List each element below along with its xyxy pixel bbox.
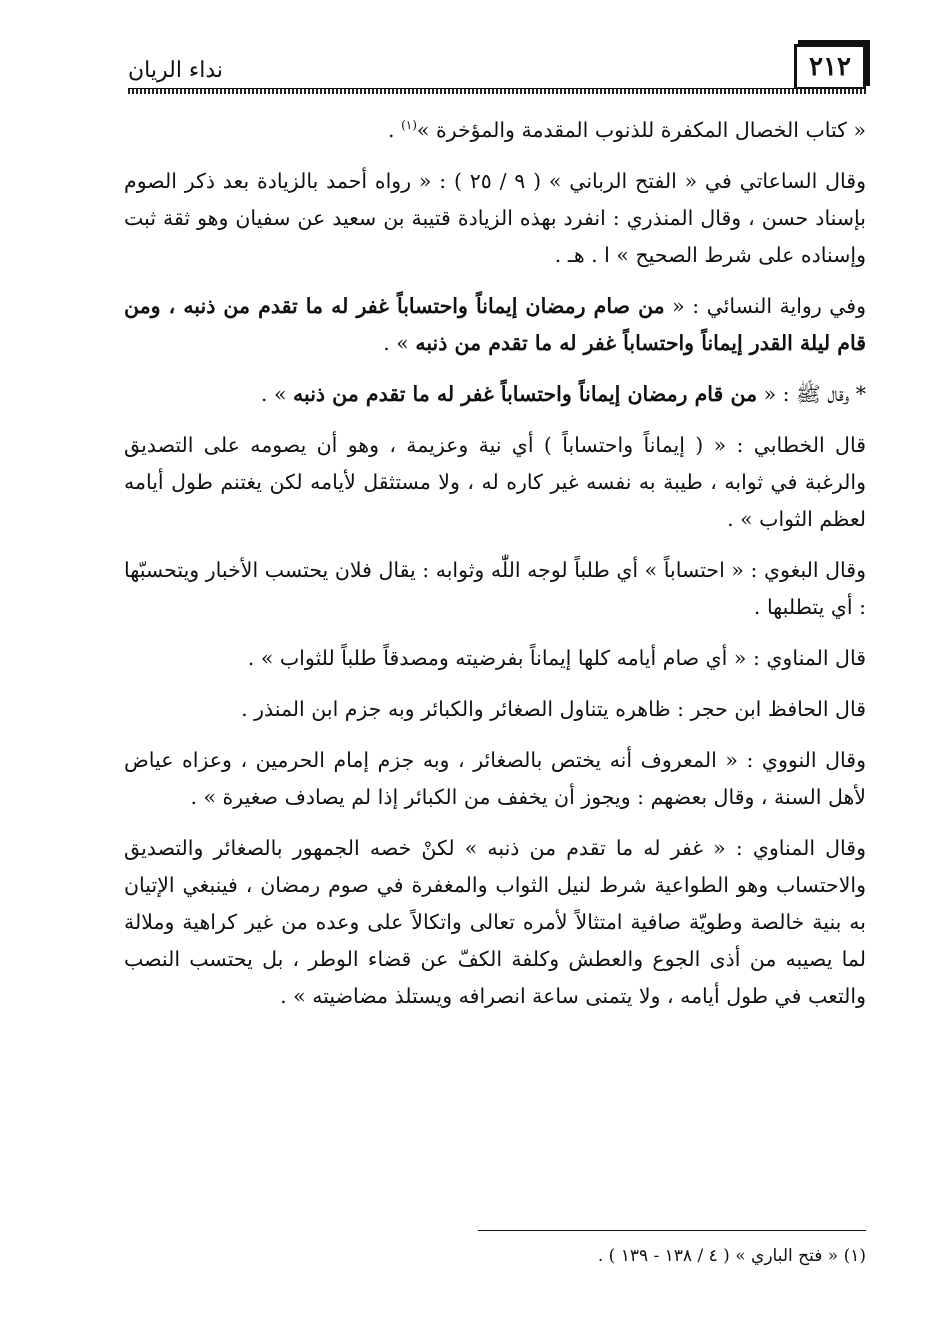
main-text — [124, 112, 866, 1029]
paragraph: « كتاب الخصال المكفرة للذنوب المقدمة والمؤخرة »$^{(١)}$ . — [388, 118, 866, 142]
paragraph: وقال البغوي : « احتساباً » أي طلباً لوجه اللّٰه وثوابه : يقال فلان يحتسب الأخبار ويتحسبّها : أي يتطلبها . — [124, 558, 866, 619]
hadith-text: من صام رمضان إيماناً واحتساباً غفر له ما تقدم من ذنبه ، ومن قام ليلة القدر إيماناً واحتساباً غفر له ما تقدم من ذنبه — [124, 294, 866, 355]
hadith-text: من قام رمضان إيماناً واحتساباً غفر له ما تقدم من ذنبه — [293, 382, 758, 406]
paragraph: قال الخطابي : « ( إيماناً واحتساباً ) أي نية وعزيمة ، وهو أن يصومه على التصديق والرغبة في ثوابه ، طيبة به نفسه غير كاره له ، ولا مستثقل لأيامه لكن يغتنم طول أيامه لعظم الثواب » . — [124, 433, 866, 531]
page-header — [128, 34, 866, 94]
page-number: ٢١٢ — [794, 44, 866, 90]
footnote: (١) « فتح الباري » ( ٤ / ١٣٨ - ١٣٩ ) . — [597, 1246, 866, 1266]
paragraph: وقال المناوي : « غفر له ما تقدم من ذنبه » لكنْ خصه الجمهور بالصغائر والتصديق والاحتساب وهو الطواعية شرط لنيل الثواب والمغفرة في صوم رمضان ، فينبغي الإتيان به بنية خالصة وطويّة صافية امتثالاً لأمره تعالى واتكالاً على وعده من غير كراهية وملالة لما يصيبه من أذى الجوع والعطش وكلفة الكفّ عن قضاء الوطر ، بل يحتسب النصب والتعب في طول أيامه ، ولا يتمنى ساعة انصرافه ويستلذ مضاضيته » . — [124, 836, 866, 1008]
paragraph: وقال النووي : « المعروف أنه يختص بالصغائر ، وبه جزم إمام الحرمين ، وعزاه عياض لأهل السنة ، وقال بعضهم : ويجوز أن يخفف من الكبائر إذا لم يصادف صغيرة » . — [124, 748, 866, 809]
header-rule — [128, 88, 866, 94]
paragraph: قال المناوي : « أي صام أيامه كلها إيماناً بفرضيته ومصدقاً طلباً للثواب » . — [247, 646, 866, 670]
footnote-divider — [478, 1230, 866, 1231]
footnote-ref: (١) — [401, 118, 417, 133]
paragraph: قال الحافظ ابن حجر : ظاهره يتناول الصغائر والكبائر وبه جزم ابن المنذر . — [241, 697, 866, 721]
paragraph: * وقال ﷺ : « من قام رمضان إيماناً واحتساباً غفر له ما تقدم من ذنبه » . — [260, 382, 866, 406]
running-title: نداء الريان — [128, 58, 224, 83]
paragraph: وفي رواية النسائي : « من صام رمضان إيماناً واحتساباً غفر له ما تقدم من ذنبه ، ومن قام ليلة القدر إيماناً واحتساباً غفر له ما تقدم من ذنبه » . — [124, 294, 866, 355]
paragraph: وقال الساعاتي في « الفتح الرباني » ( ٩ / ٢٥ ) : « رواه أحمد بالزيادة بعد ذكر الصوم بإسناد حسن ، وقال المنذري : انفرد بهذه الزيادة قتيبة بن سعيد عن سفيان وهو ثقة ثبت وإسناده على شرط الصحيح » ا . هـ . — [124, 169, 866, 267]
